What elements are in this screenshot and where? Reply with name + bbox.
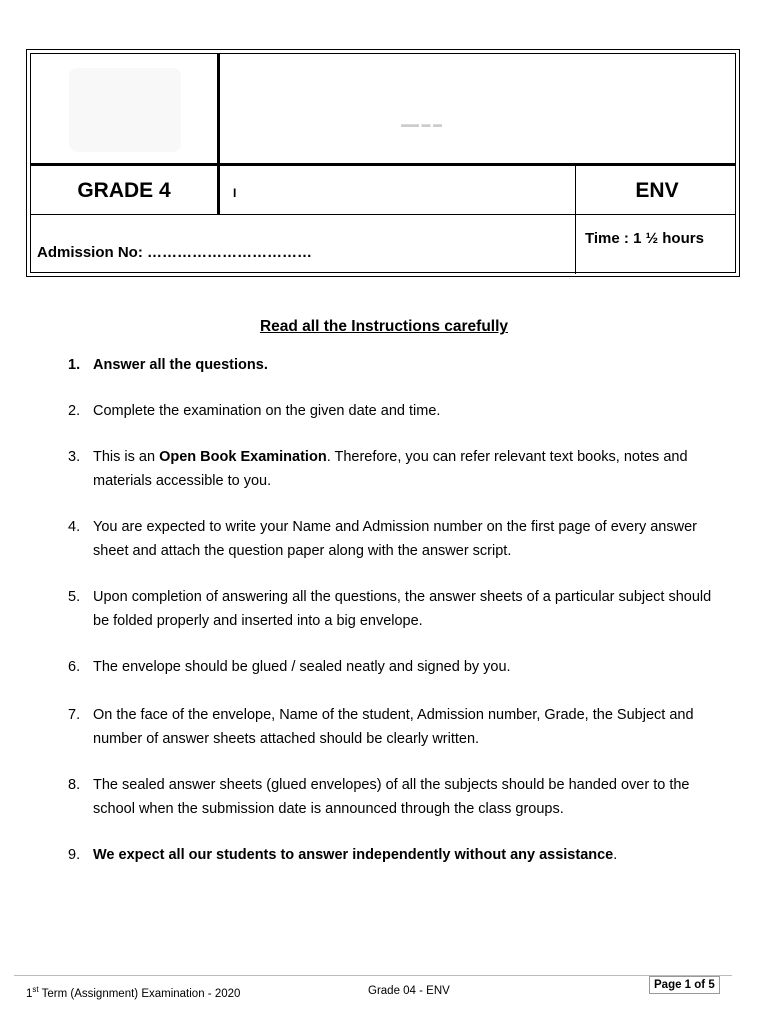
item-text-bold: Open Book Examination <box>159 449 327 465</box>
name-field: I <box>233 186 237 200</box>
item-text: On the face of the envelope, Name of the student, Admission number, Grade, the Subject and number of answer sheets attached should be clearly written. <box>93 707 694 747</box>
footer-exam-title <box>26 985 240 1000</box>
divider-vertical-subject <box>575 165 576 274</box>
item-text: The sealed answer sheets (glued envelopes) of all the subjects should be handed over to the school when the submission date is announced through the class groups. <box>93 777 690 817</box>
item-text-bold: We expect all our students to answer independently without any assistance <box>93 847 614 863</box>
admission-no-label: Admission No: …………………………… <box>37 244 313 261</box>
item-number: 1. <box>68 357 81 373</box>
footer-grade-subject: Grade 04 - ENV <box>368 985 450 997</box>
instructions-title: Read all the Instructions carefully <box>259 318 509 335</box>
instructions-list <box>66 353 726 867</box>
instruction-item-2 <box>66 399 726 423</box>
item-text: The envelope should be glued / sealed neatly and signed by you. <box>93 659 511 675</box>
instruction-item-7 <box>66 703 726 751</box>
grade-label: GRADE 4 <box>77 179 171 202</box>
item-number: 7. <box>68 707 81 723</box>
item-text: You are expected to write your Name and Admission number on the first page of every answer sheet and attach the question paper along with the answer script. <box>93 519 697 559</box>
item-number: 5. <box>68 589 81 605</box>
footer-term-sup: st <box>32 985 39 994</box>
item-text: Answer all the questions. <box>93 357 268 373</box>
header-table <box>26 49 740 277</box>
instruction-item-3 <box>66 445 726 493</box>
school-logo <box>69 68 181 152</box>
instruction-item-9 <box>66 843 726 867</box>
footer-term-rest: Term (Assignment) Examination - 2020 <box>38 987 241 1000</box>
instruction-item-5 <box>66 585 726 633</box>
item-text-post: . <box>613 847 618 863</box>
instruction-item-8 <box>66 773 726 821</box>
instruction-item-6 <box>66 655 726 679</box>
subject-label: ENV <box>635 179 679 202</box>
item-text-post: . Therefore, you can refer relevant text books, notes and materials accessible to you. <box>93 449 688 489</box>
time-label: Time : 1 ½ hours <box>585 230 704 247</box>
footer-divider <box>14 975 732 976</box>
footer-term-number: 1 <box>26 987 33 1000</box>
item-text-pre: This is an <box>93 449 160 465</box>
divider-horizontal-1 <box>31 163 735 166</box>
instruction-item-1 <box>66 353 726 377</box>
divider-horizontal-2 <box>31 214 735 215</box>
faint-header-text: ▬▬ ▬ ▬ <box>401 119 443 129</box>
header-table-inner <box>30 53 736 273</box>
item-number: 8. <box>68 777 81 793</box>
item-number: 9. <box>68 847 81 863</box>
item-number: 2. <box>68 403 81 419</box>
item-text: Upon completion of answering all the questions, the answer sheets of a particular subject should be folded properly and inserted into a big envelope. <box>93 589 712 629</box>
page-number: Page 1 of 5 <box>649 976 720 994</box>
item-number: 6. <box>68 659 81 675</box>
divider-vertical-grade <box>217 165 218 214</box>
item-number: 4. <box>68 519 81 535</box>
instruction-item-4 <box>66 515 726 563</box>
item-number: 3. <box>68 449 81 465</box>
item-text: Complete the examination on the given date and time. <box>93 403 441 419</box>
